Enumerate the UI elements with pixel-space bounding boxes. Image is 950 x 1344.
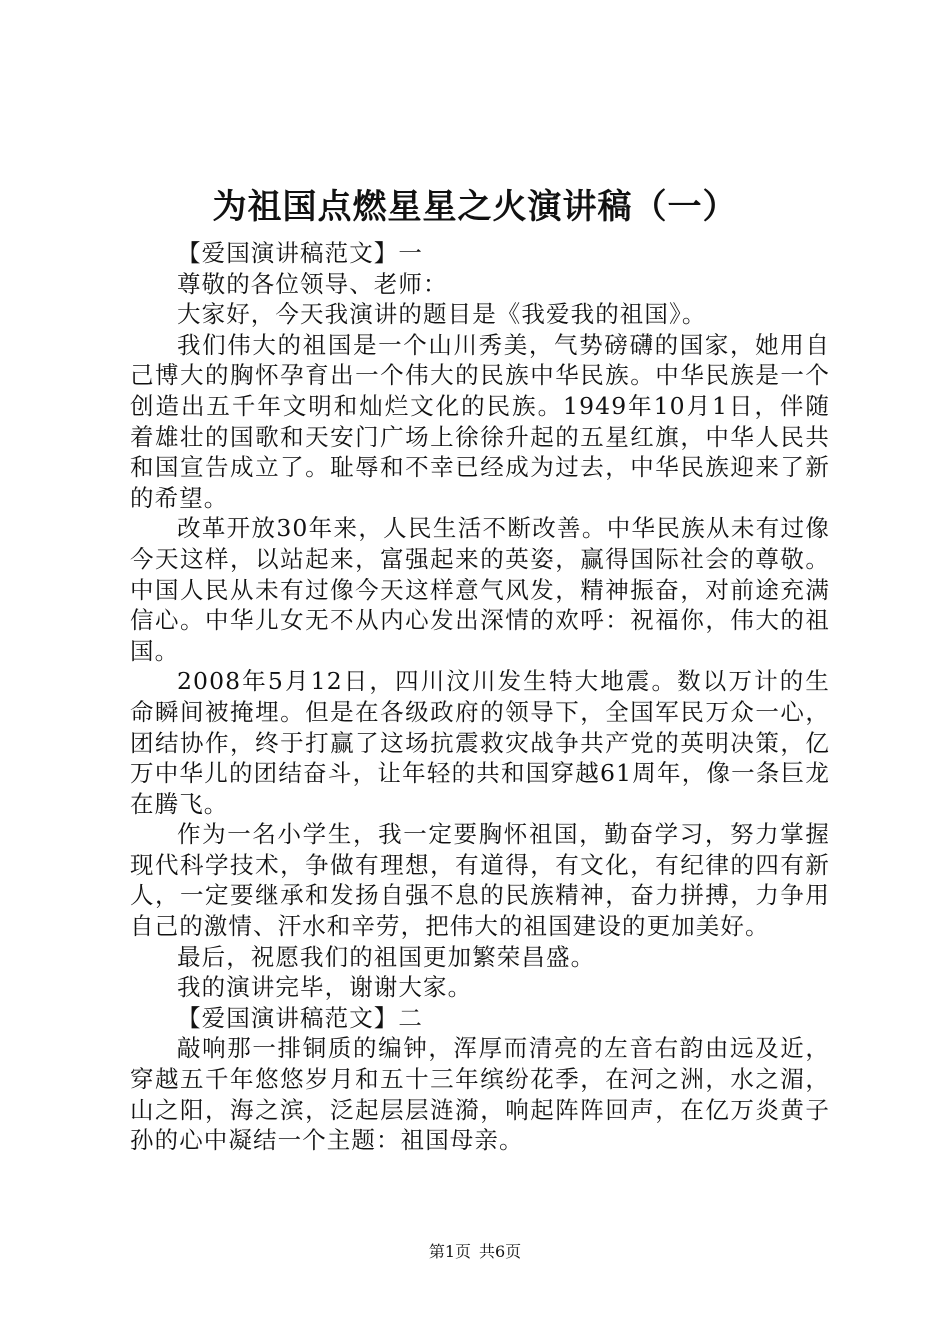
greeting-paragraph: 大家好，今天我演讲的题目是《我爱我的祖国》。 xyxy=(177,300,707,329)
document-title: 为祖国点燃星星之火演讲稿（一） xyxy=(212,187,738,227)
body-paragraph: 敲响那一排铜质的编钟，浑厚而清亮的左音右韵由远及近，穿越五千年悠悠岁月和五十三年缤纷花季，在河之洲，水之湄，山之阳，海之滨，泛起层层涟漪，响起阵阵回声，在亿万炎黄子孙的心中凝结一个主题：祖国母亲。 xyxy=(130,1034,830,1155)
section-heading-1: 【爱国演讲稿范文】一 xyxy=(177,239,423,267)
page-number: 第1页 xyxy=(428,1242,471,1261)
closing-paragraph: 最后，祝愿我们的祖国更加繁荣昌盛。 xyxy=(177,942,596,971)
body-paragraph: 作为一名小学生，我一定要胸怀祖国，勤奋学习，努力掌握现代科学技术，争做有理想，有道得，有文化，有纪律的四有新人，一定要继承和发扬自强不息的民族精神，奋力拼搏，力争用自己的激情、汗水和辛劳，把伟大的祖国建设的更加美好。 xyxy=(130,820,830,941)
page-total: 共6页 xyxy=(479,1242,522,1261)
document-body xyxy=(130,238,830,1156)
section-heading-2: 【爱国演讲稿范文】二 xyxy=(177,1003,423,1032)
body-paragraph: 我们伟大的祖国是一个山川秀美，气势磅礴的国家，她用自己博大的胸怀孕育出一个伟大的民族中华民族。中华民族是一个创造出五千年文明和灿烂文化的民族。1949年10月1日，伴随着雄壮的国歌和天安门广场上徐徐升起的五星红旗，中华人民共和国宣告成立了。耻辱和不幸已经成为过去，中华民族迎来了新的希望。 xyxy=(130,330,830,512)
body-paragraph: 2008年5月12日，四川汶川发生特大地震。数以万计的生命瞬间被掩埋。但是在各级政府的领导下，全国军民万众一心，团结协作，终于打赢了这场抗震救灾战争共产党的英明决策，亿万中华儿的团结奋斗，让年轻的共和国穿越61周年，像一条巨龙在腾飞。 xyxy=(130,667,830,818)
body-paragraph: 改革开放30年来，人民生活不断改善。中华民族从未有过像今天这样，以站起来，富强起来的英姿，赢得国际社会的尊敬。中国人民从未有过像今天这样意气风发，精神振奋，对前途充满信心。中华儿女无不从内心发出深情的欢呼：祝福你，伟大的祖国。 xyxy=(130,514,830,665)
salutation: 尊敬的各位领导、老师： xyxy=(177,269,448,298)
closing-paragraph: 我的演讲完毕，谢谢大家。 xyxy=(177,973,473,1002)
page-footer xyxy=(0,1240,950,1264)
